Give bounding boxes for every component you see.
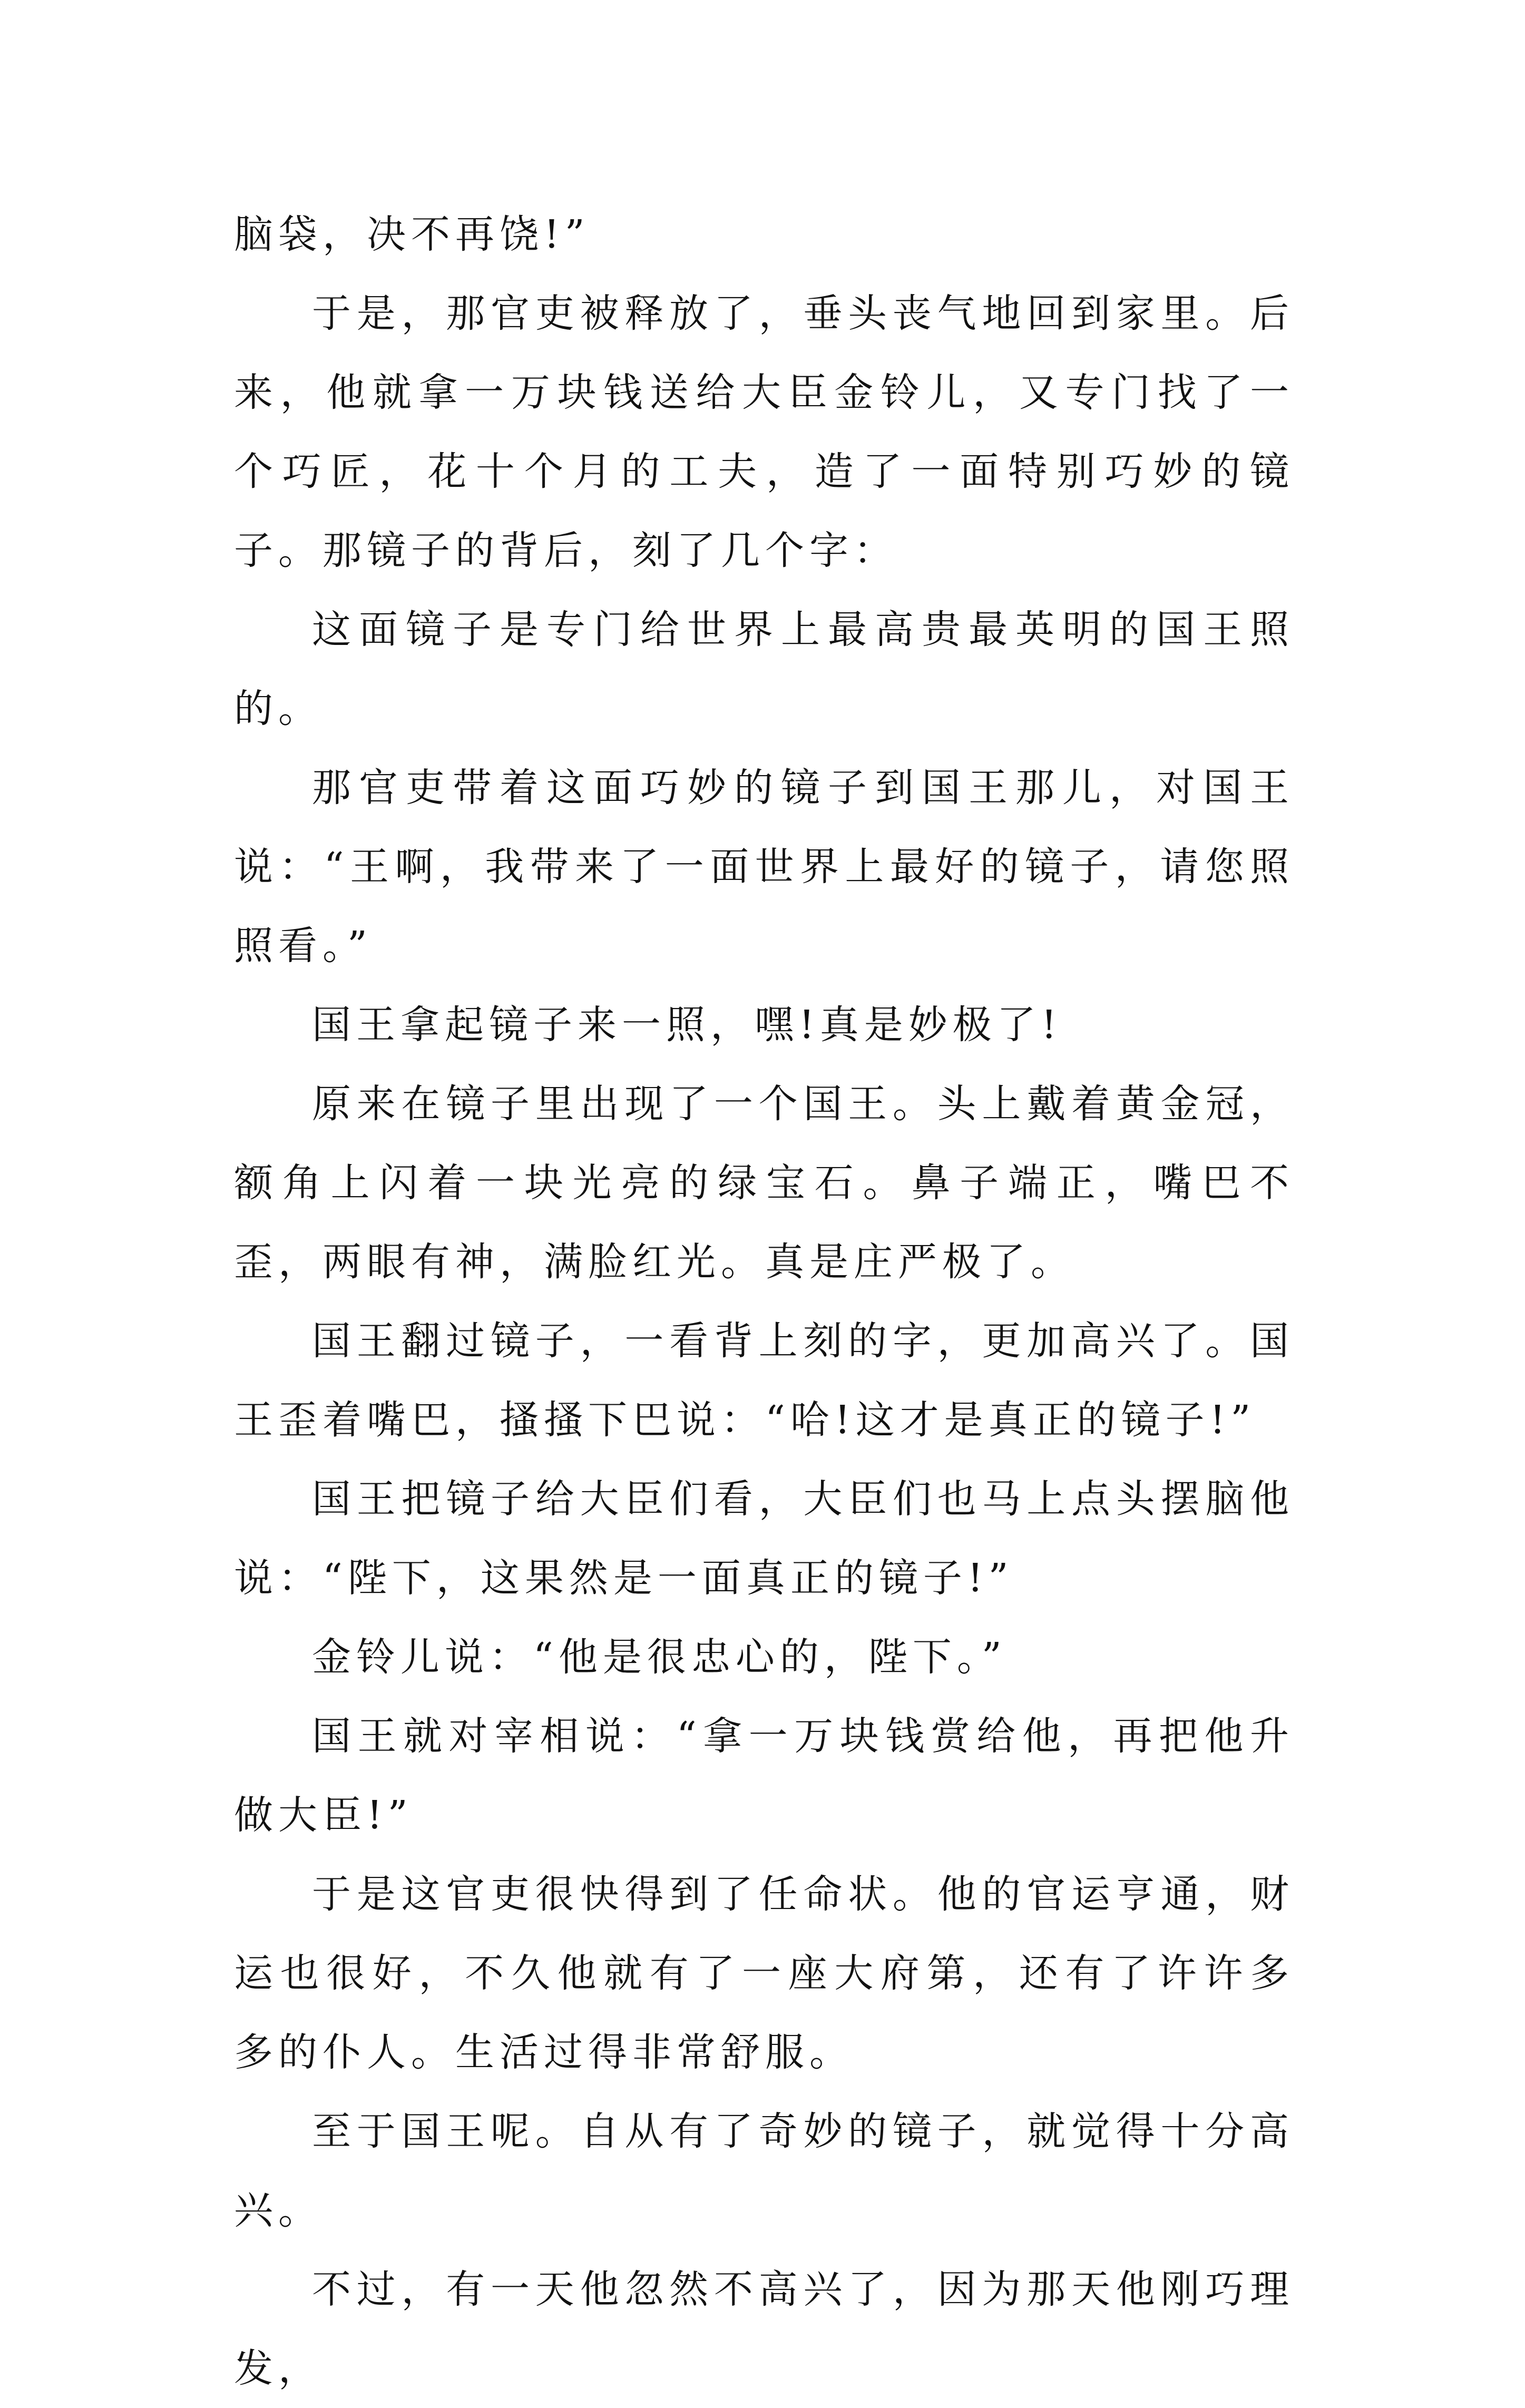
paragraph-13: 不过，有一天他忽然不高兴了，因为那天他刚巧理发， <box>234 2267 1294 2391</box>
body-text <box>234 195 1294 2408</box>
paragraph-2: 于是，那官吏被释放了，垂头丧气地回到家里。后来，他就拿一万块钱送给大臣金铃儿，又专门找了一个巧匠，花十个月的工夫，造了一面特别巧妙的镜子。那镜子的背后，刻了几个字： <box>234 291 1294 573</box>
paragraph-7: 国王翻过镜子，一看背上刻的字，更加高兴了。国王歪着嘴巴，搔搔下巴说：“哈!这才是真正的镜子!” <box>234 1318 1294 1443</box>
paragraph-11: 于是这官吏很快得到了任命状。他的官运亨通，财运也很好，不久他就有了一座大府第，还有了许许多多的仆人。生活过得非常舒服。 <box>234 1872 1294 2075</box>
paragraph-1: 脑袋，决不再饶!” <box>234 212 590 257</box>
paragraph-9: 金铃儿说：“他是很忠心的，陛下。” <box>312 1634 1007 1680</box>
paragraph-4: 那官吏带着这面巧妙的镜子到国王那儿，对国王说：“王啊，我带来了一面世界上最好的镜子，请您照照看。” <box>234 765 1294 968</box>
paragraph-5: 国王拿起镜子来一照，嘿!真是妙极了! <box>312 1002 1062 1048</box>
paragraph-10: 国王就对宰相说：“拿一万块钱赏给他，再把他升做大臣!” <box>234 1714 1294 1838</box>
paragraph-12: 至于国王呢。自从有了奇妙的镜子，就觉得十分高兴。 <box>234 2109 1294 2233</box>
paragraph-3: 这面镜子是专门给世界上最高贵最英明的国王照的。 <box>234 607 1294 731</box>
paragraph-6: 原来在镜子里出现了一个国王。头上戴着黄金冠，额角上闪着一块光亮的绿宝石。鼻子端正，嘴巴不歪，两眼有神，满脸红光。真是庄严极了。 <box>234 1081 1294 1285</box>
paragraph-8: 国王把镜子给大臣们看，大臣们也马上点头摆脑他说：“陛下，这果然是一面真正的镜子!” <box>234 1476 1294 1601</box>
